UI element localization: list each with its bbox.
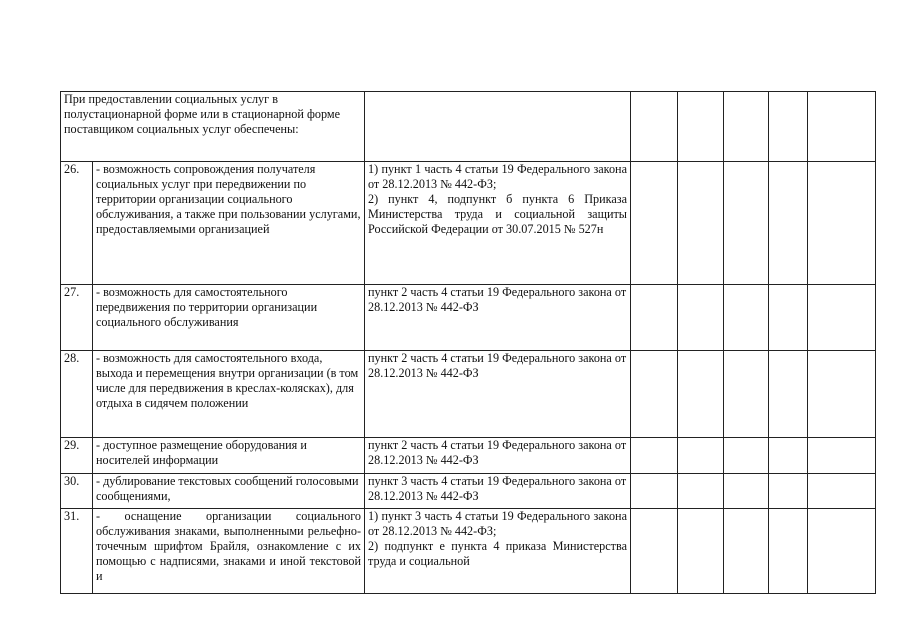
empty-cell	[631, 162, 678, 285]
law-reference: пункт 2 часть 4 статьи 19 Федерального закона от 28.12.2013 № 442-ФЗ	[365, 438, 631, 474]
requirement-text: - возможность сопровождения получателя социальных услуг при передвижении по территории организации социального обслуживания, а также при пользовании услугами, предоставляемыми организацией	[93, 162, 365, 285]
law-reference: пункт 2 часть 4 статьи 19 Федерального закона от 28.12.2013 № 442-ФЗ	[365, 285, 631, 351]
empty-cell	[724, 474, 769, 509]
table-row	[61, 285, 876, 351]
table-row	[61, 474, 876, 509]
empty-cell	[724, 509, 769, 594]
table-row	[61, 509, 876, 594]
empty-cell	[724, 351, 769, 438]
row-number: 30.	[61, 474, 93, 509]
law-reference: 1) пункт 3 часть 4 статьи 19 Федерального закона от 28.12.2013 № 442-ФЗ; 2) подпункт е пункта 4 приказа Министерства труда и социальной	[365, 509, 631, 594]
empty-cell	[678, 474, 724, 509]
table-row	[61, 351, 876, 438]
empty-cell	[631, 351, 678, 438]
empty-cell	[631, 474, 678, 509]
empty-cell	[678, 162, 724, 285]
empty-cell	[631, 438, 678, 474]
empty-cell	[724, 438, 769, 474]
empty-cell	[724, 92, 769, 162]
requirement-text: - возможность для самостоятельного передвижения по территории организации социального обслуживания	[93, 285, 365, 351]
empty-cell	[724, 162, 769, 285]
empty-cell	[678, 92, 724, 162]
law-reference: 1) пункт 1 часть 4 статьи 19 Федерального закона от 28.12.2013 № 442-ФЗ; 2) пункт 4, подпункт б пункта 6 Приказа Министерства труда и социальной защиты Российской Федерации от 30.07.2015 № 527н	[365, 162, 631, 285]
empty-cell	[678, 438, 724, 474]
empty-cell	[769, 92, 808, 162]
table-row	[61, 162, 876, 285]
empty-cell	[724, 285, 769, 351]
empty-cell	[631, 92, 678, 162]
empty-cell	[769, 509, 808, 594]
empty-cell	[365, 92, 631, 162]
intro-row	[61, 92, 876, 162]
empty-cell	[769, 285, 808, 351]
empty-cell	[769, 162, 808, 285]
requirement-text: - возможность для самостоятельного входа, выхода и перемещения внутри организации (в том числе для передвижения в креслах-колясках), для отдыха в сидячем положении	[93, 351, 365, 438]
table-row	[61, 438, 876, 474]
empty-cell	[808, 474, 876, 509]
empty-cell	[678, 509, 724, 594]
empty-cell	[769, 474, 808, 509]
empty-cell	[631, 285, 678, 351]
empty-cell	[808, 162, 876, 285]
row-number: 28.	[61, 351, 93, 438]
intro-text: При предоставлении социальных услуг в полустационарной форме или в стационарной форме поставщиком социальных услуг обеспечены:	[61, 92, 365, 162]
empty-cell	[769, 351, 808, 438]
empty-cell	[678, 285, 724, 351]
row-number: 29.	[61, 438, 93, 474]
empty-cell	[808, 92, 876, 162]
empty-cell	[678, 351, 724, 438]
row-number: 27.	[61, 285, 93, 351]
empty-cell	[769, 438, 808, 474]
requirement-text: - доступное размещение оборудования и носителей информации	[93, 438, 365, 474]
requirement-text: - оснащение организации социального обслуживания знаками, выполненными рельефно-точечным шрифтом Брайля, ознакомление с их помощью с надписями, знаками и иной текстовой и	[93, 509, 365, 594]
law-reference: пункт 2 часть 4 статьи 19 Федерального закона от 28.12.2013 № 442-ФЗ	[365, 351, 631, 438]
empty-cell	[808, 351, 876, 438]
empty-cell	[808, 438, 876, 474]
requirement-text: - дублирование текстовых сообщений голосовыми сообщениями,	[93, 474, 365, 509]
law-reference: пункт 3 часть 4 статьи 19 Федерального закона от 28.12.2013 № 442-ФЗ	[365, 474, 631, 509]
empty-cell	[808, 509, 876, 594]
checklist-table	[60, 91, 876, 594]
row-number: 31.	[61, 509, 93, 594]
empty-cell	[631, 509, 678, 594]
row-number: 26.	[61, 162, 93, 285]
empty-cell	[808, 285, 876, 351]
